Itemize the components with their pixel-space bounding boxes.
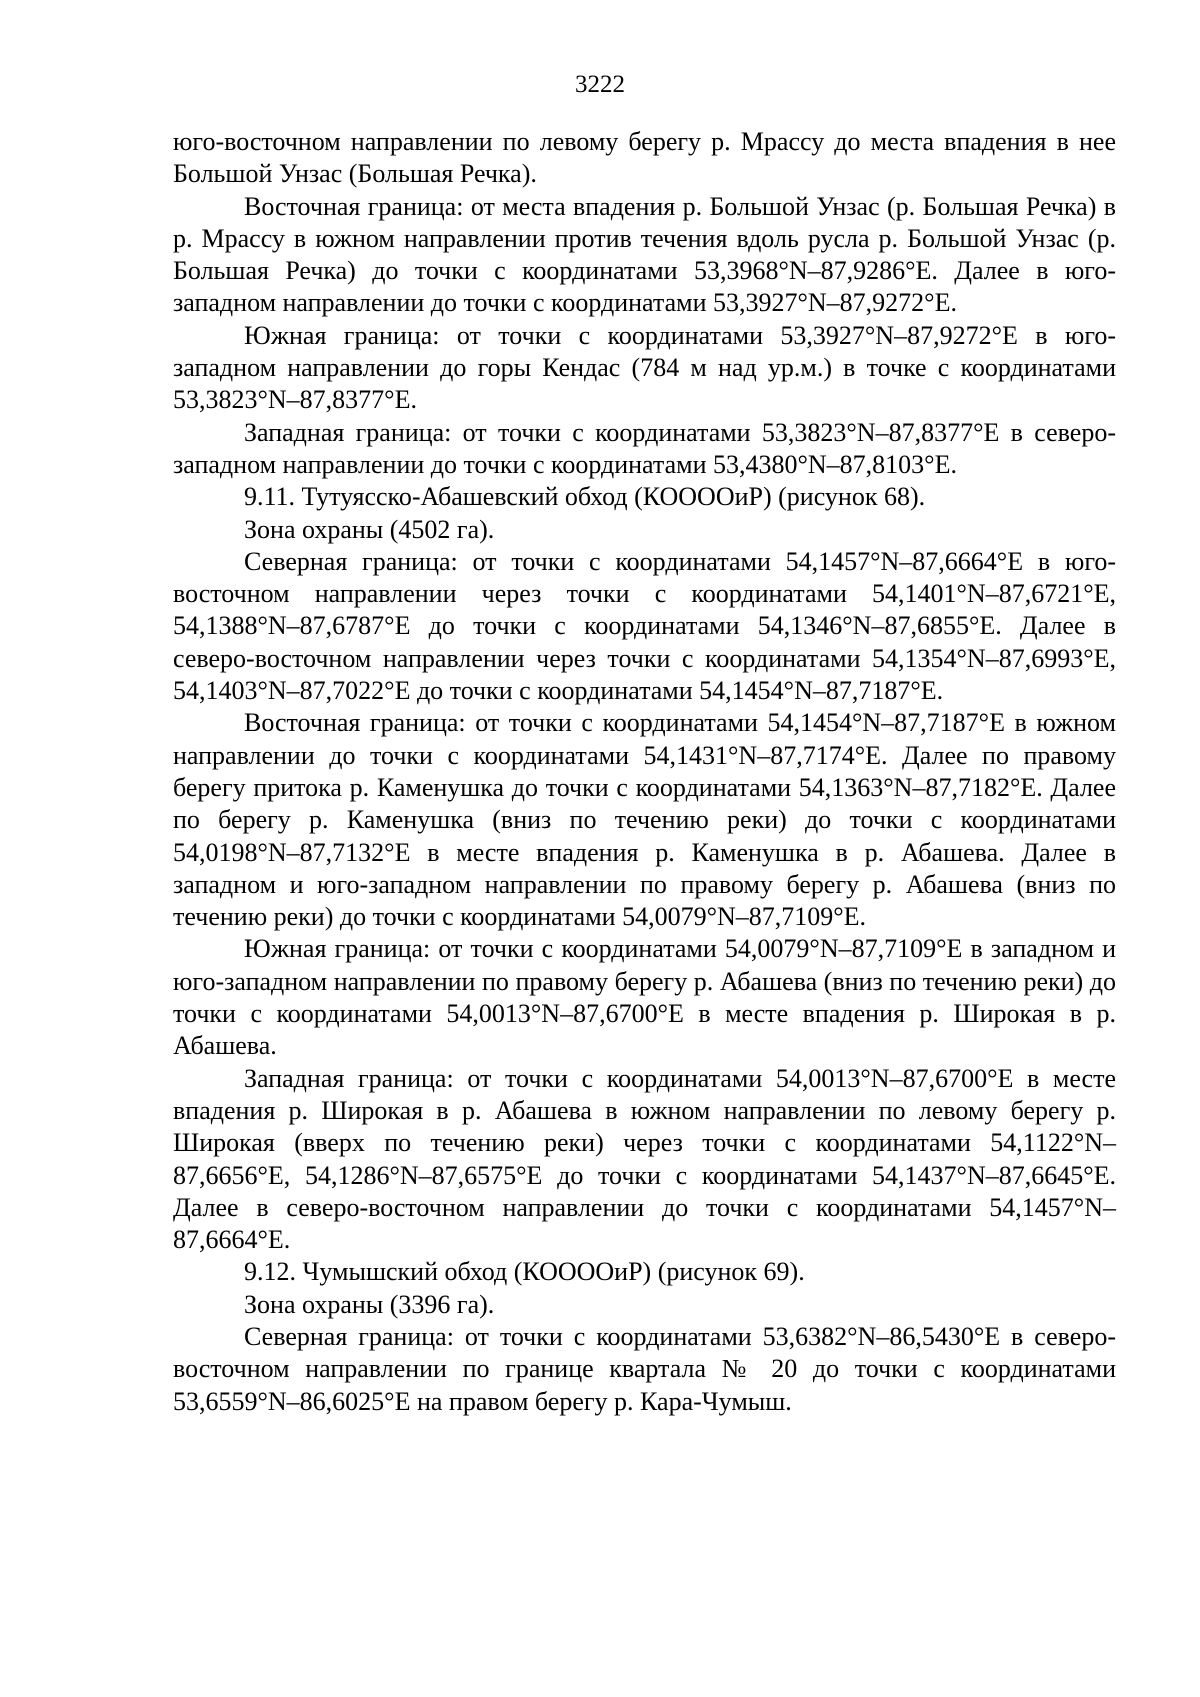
- paragraph-continuation: юго-восточном направлении по левому берегу р. Мрассу до места впадения в нее Большой Унзас (Большая Речка).: [173, 127, 1116, 189]
- paragraph-western-border: Западная граница: от точки с координатами 53,3823°N–87,8377°E в северо-западном направлении до точки с координатами 53,4380°N–87,8103°E.: [173, 417, 1116, 479]
- document-body: [173, 126, 1116, 1418]
- section-heading-9-11: 9.11. Тутуясско-Абашевский обход (КООООиР) (рисунок 68).: [244, 482, 926, 512]
- section-heading-9-12: 9.12. Чумышский обход (КООООиР) (рисунок 69).: [244, 1257, 805, 1287]
- paragraph-southern-border: Южная граница: от точки с координатами 54,0079°N–87,7109°E в западном и юго-западном направлении по правому берегу р. Абашева (вниз по течению реки) до точки с координатами 54,0013°N–87,6700°E в месте впадения р. Широкая в р. Абашева.: [173, 934, 1116, 1061]
- page-number: 3222: [575, 71, 625, 98]
- paragraph-eastern-border: Восточная граница: от места впадения р. Большой Унзас (р. Большая Речка) в р. Мрассу в южном направлении против течения вдоль русла р. Большой Унзас (р. Большая Речка) до точки с координатами 53,3968°N–87,9286°E. Далее в юго-западном направлении до точки с координатами 53,3927°N–87,9272°E.: [173, 191, 1116, 318]
- protection-zone-label: Зона охраны (4502 га).: [244, 514, 495, 544]
- paragraph-northern-border: Северная граница: от точки с координатами 54,1457°N–87,6664°E в юго-восточном направлении через точки с координатами 54,1401°N–87,6721°E, 54,1388°N–87,6787°E до точки с координатами 54,1346°N–87,6855°E. Далее в северо-восточном направлении через точки с координатами 54,1354°N–87,6993°E, 54,1403°N–87,7022°E до точки с координатами 54,1454°N–87,7187°E.: [173, 546, 1116, 706]
- paragraph-northern-border: Северная граница: от точки с координатами 53,6382°N–86,5430°E в северо-восточном направлении по границе квартала № 20 до точки с координатами 53,6559°N–86,6025°E на правом берегу р. Кара-Чумыш.: [173, 1321, 1116, 1416]
- paragraph-western-border: Западная граница: от точки с координатами 54,0013°N–87,6700°E в месте впадения р. Широкая в р. Абашева в южном направлении по левому берегу р. Широкая (вверх по течению реки) через точки с координатами 54,1122°N–87,6656°E, 54,1286°N–87,6575°E до точки с координатами 54,1437°N–87,6645°E. Далее в северо-восточном направлении до точки с координатами 54,1457°N–87,6664°E.: [173, 1063, 1116, 1255]
- paragraph-eastern-border: Восточная граница: от точки с координатами 54,1454°N–87,7187°E в южном направлении до точки с координатами 54,1431°N–87,7174°E. Далее по правому берегу притока р. Каменушка до точки с координатами 54,1363°N–87,7182°E. Далее по берегу р. Каменушка (вниз по течению реки) до точки с координатами 54,0198°N–87,7132°E в месте впадения р. Каменушка в р. Абашева. Далее в западном и юго-западном направлении по правому берегу р. Абашева (вниз по течению реки) до точки с координатами 54,0079°N–87,7109°E.: [173, 708, 1116, 932]
- paragraph-southern-border: Южная граница: от точки с координатами 53,3927°N–87,9272°E в юго-западном направлении до горы Кендас (784 м над ур.м.) в точке с координатами 53,3823°N–87,8377°E.: [173, 320, 1116, 415]
- protection-zone-label: Зона охраны (3396 га).: [244, 1289, 495, 1319]
